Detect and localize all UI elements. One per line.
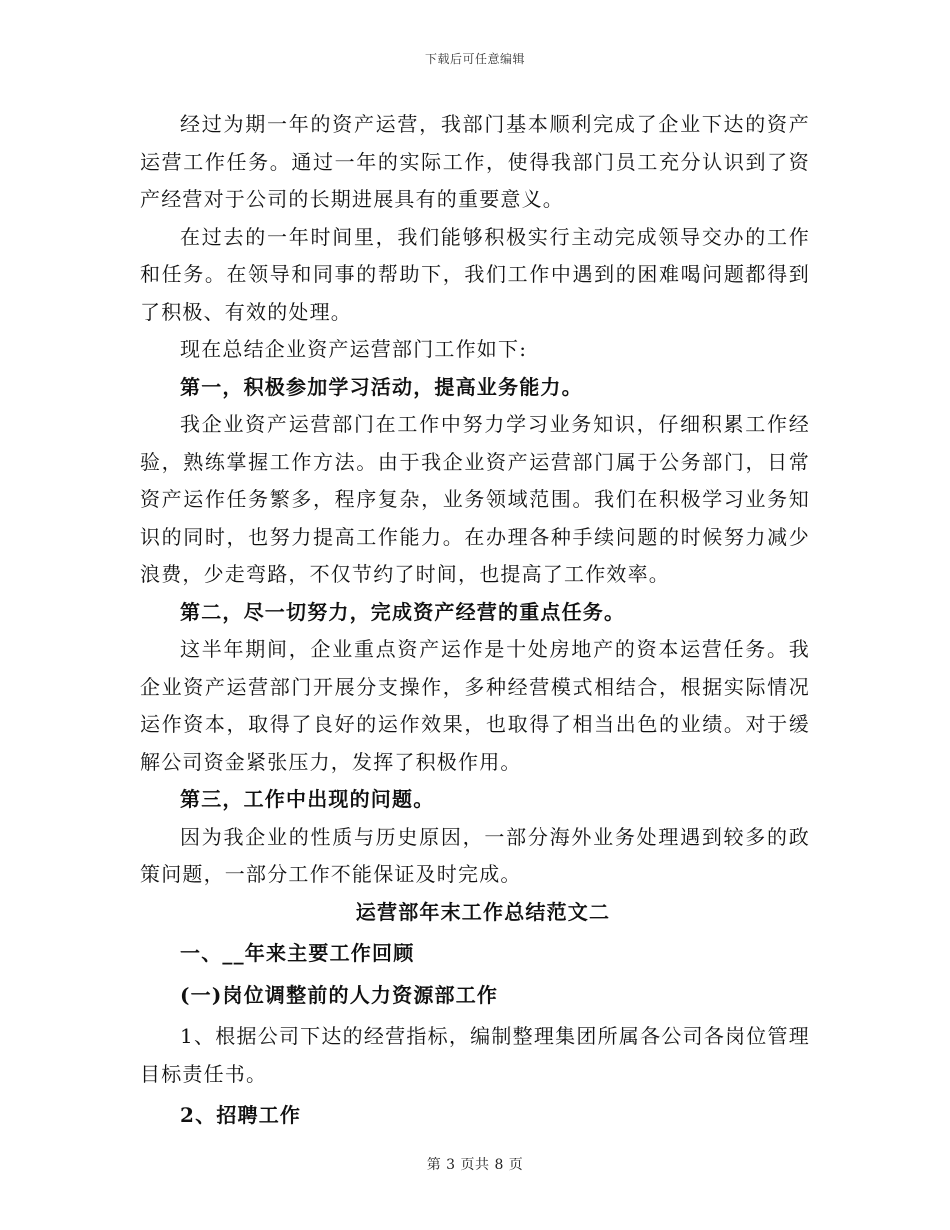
section-heading: 一、__年来主要工作回顾	[180, 941, 415, 965]
paragraph: 在过去的一年时间里，我们能够积极实行主动完成领导交办的工作和任务。在领导和同事的帮助下，我们工作中遇到的困难喝问题都得到了积极、有效的处理。	[140, 224, 810, 324]
subsection-heading: (一)岗位调整前的人力资源部工作	[180, 982, 499, 1007]
paragraph: 因为我企业的性质与历史原因，一部分海外业务处理遇到较多的政策问题，一部分工作不能保证及时完成。	[140, 824, 810, 886]
document-title: 运营部年末工作总结范文二	[355, 899, 611, 924]
document-body	[140, 106, 810, 1135]
section-heading: 第一，积极参加学习活动，提高业务能力。	[180, 374, 583, 399]
paragraph: 经过为期一年的资产运营，我部门基本顺利完成了企业下达的资产运营工作任务。通过一年的实际工作，使得我部门员工充分认识到了资产经营对于公司的长期进展具有的重要意义。	[140, 112, 810, 211]
section-heading: 第二，尽一切努力，完成资产经营的重点任务。	[180, 599, 626, 624]
page-number: 第 3 页共 8 页	[426, 1157, 524, 1173]
paragraph: 1、根据公司下达的经营指标，编制整理集团所属各公司各岗位管理目标责任书。	[140, 1024, 810, 1086]
paragraph: 这半年期间，企业重点资产运作是十处房地产的资本运营任务。我企业资产运营部门开展分支操作，多种经营模式相结合，根据实际情况运作资本，取得了良好的运作效果，也取得了相当出色的业绩。对于缓解公司资金紧张压力，发挥了积极作用。	[140, 637, 810, 774]
paragraph: 我企业资产运营部门在工作中努力学习业务知识，仔细积累工作经验，熟练掌握工作方法。由于我企业资产运营部门属于公务部门，日常资产运作任务繁多，程序复杂，业务领域范围。我们在积极学习业务知识的同时，也努力提高工作能力。在办理各种手续问题的时候努力减少浪费，少走弯路，不仅节约了时间，也提高了工作效率。	[140, 412, 810, 586]
header-note: 下载后可任意编辑	[424, 52, 525, 66]
subsection-heading: 2、招聘工作	[180, 1103, 302, 1127]
section-heading: 第三，工作中出现的问题。	[180, 787, 435, 811]
paragraph: 现在总结企业资产运营部门工作如下:	[180, 337, 528, 361]
